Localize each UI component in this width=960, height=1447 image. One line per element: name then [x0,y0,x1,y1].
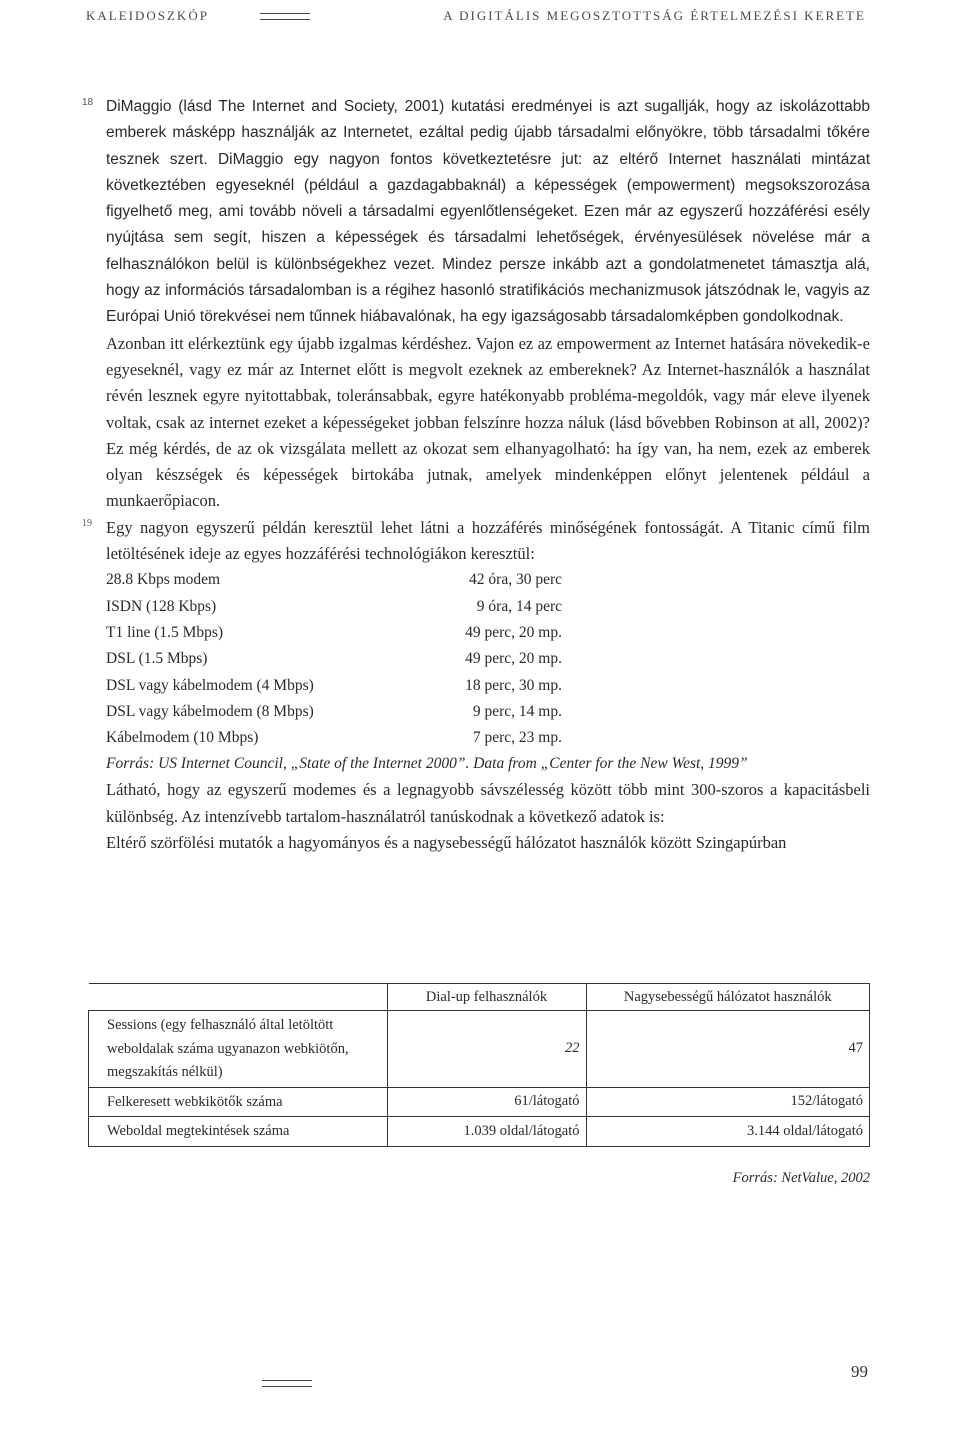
technology-label: DSL vagy kábelmodem (8 Mbps) [106,702,314,720]
download-time: 49 perc, 20 mp. [465,650,562,668]
footnote-number: 19 [82,517,92,529]
row-label: Weboldal megtekintések száma [89,1117,388,1147]
list-item [106,620,870,646]
list-item [106,567,870,593]
download-time-list [106,567,870,751]
footnote-19 [82,515,870,568]
dialup-value: 22 [387,1011,586,1088]
technology-label: Kábelmodem (10 Mbps) [106,729,259,747]
footnote-18 [82,94,870,331]
comparison-table [88,983,870,1147]
dialup-value: 61/látogató [387,1087,586,1117]
table-row [89,1011,870,1088]
broadband-value: 47 [586,1011,870,1088]
footnote-paragraph: Azonban itt elérkeztünk egy újabb izgalmas kérdéshez. Vajon ez az empowerment az Internet hatására növekedik-e egyeseknél, vagy ez már az Internet előtt is megvolt ezeknek az embereknek? Az Internet-használók a használat révén lesznek egyre nyitottabbak, toleránsabbak, egyre hatékonyabb probléma-megoldók, vagy már eleve ilyenek voltak, csak az internet ezeket a képességeket jobban felszínre hozza náluk (lásd bővebben Robinson at all, 2002)? Ez még kérdés, de az ok vizsgálata mellett az okozat sem elhanyagolható: ha így van, ha nem, ezek az emberek olyan készségek és képességek birtokába jutnak, amelyek mindenképpen előnyt jelentenek például a munkaerőpiacon. [106,333,870,511]
technology-label: ISDN (128 Kbps) [106,597,217,615]
table-title: Eltérő szörfölési mutatók a hagyományos és a nagysebességű hálózatot használók között Szingapúrban [106,833,787,853]
technology-label: 28.8 Kbps modem [106,571,221,589]
table-row [89,1117,870,1147]
column-header-broadband: Nagysebességű hálózatot használók [586,984,870,1011]
technology-label: T1 line (1.5 Mbps) [106,623,224,641]
article-title: A DIGITÁLIS MEGOSZTOTTSÁG ÉRTELMEZÉSI KERETE [443,8,866,23]
row-label: Felkeresett webkikötők száma [89,1087,388,1117]
list-item [106,673,870,699]
list-item [106,646,870,672]
table-row [89,1087,870,1117]
footnote-18-continuation [106,331,870,515]
footnote-paragraph: DiMaggio (lásd The Internet and Society, 2001) kutatási eredményei is azt sugallják, hogy az iskolázottabb emberek másképp használják az Internetet, ezáltal pedig újabb társadalmi előnyökre, több társadalmi tőkére tesznek szert. DiMaggio egy nagyon fontos következtetésre jut: az eltérő Internet használati mintázat következtében egyeseknél (például a gazdagabbaknál) a képességek (empowerment) megsokszorozása figyelhető meg, ami tovább növeli a társadalmi egyenlőtlenségeket. Ezen már az egyszerű hozzáférési esély nyújtása sem segít, hiszen a képességek és társadalmi lehetőségek, érvényesülések növelése már a felhasználókon belül is különbségekhez vezet. Mindez persze inkább azt a gondolatmenetet támasztja alá, hogy az információs társadalomban is a régihez hasonló stratifikációs mechanizmusok játszódnak le, vagyis az Európai Unió törekvései nem tűnnek hiábavalónak, ha egy igazságosabb társadalomképben gondolkodnak. [106,98,870,326]
table-header-row [89,984,870,1011]
table-corner [89,984,388,1011]
technology-label: DSL vagy kábelmodem (4 Mbps) [106,676,314,694]
table-source: Forrás: NetValue, 2002 [732,1170,870,1186]
running-header [86,8,866,28]
header-rule [260,13,310,20]
footnote-number: 18 [82,97,94,108]
download-time: 42 óra, 30 perc [469,571,562,589]
speed-source: Forrás: US Internet Council, „State of the Internet 2000”. Data from „Center for the New West, 1999” [106,755,748,773]
download-time: 49 perc, 20 mp. [465,623,562,641]
footer-rule [262,1380,312,1387]
conclusion-paragraph: Látható, hogy az egyszerű modemes és a legnagyobb sávszélesség között több mint 300-szoros a kapacitásbeli különbség. Az intenzívebb tartalom-használatról tanúskodnak a következő adatok is: [106,780,870,826]
broadband-value: 152/látogató [586,1087,870,1117]
row-label: Sessions (egy felhasználó által letöltött weboldalak száma ugyanazon webkiötőn, megszakítás nélkül) [89,1011,388,1088]
page-number: 99 [851,1362,868,1381]
download-time: 7 perc, 23 mp. [472,729,562,747]
download-time: 9 óra, 14 perc [476,597,562,615]
column-header-dialup: Dial-up felhasználók [387,984,586,1011]
dialup-value: 1.039 oldal/látogató [387,1117,586,1147]
broadband-value: 3.144 oldal/látogató [586,1117,870,1147]
list-item [106,725,870,751]
download-time: 9 perc, 14 mp. [472,702,562,720]
download-time: 18 perc, 30 mp. [465,676,562,694]
footnote-paragraph: Egy nagyon egyszerű példán keresztül lehet látni a hozzáférés minőségének fontosságát. A Titanic című film letöltésének ideje az egyes hozzáférési technológiákon keresztül: [106,517,870,564]
technology-label: DSL (1.5 Mbps) [106,650,208,668]
list-item [106,594,870,620]
section-name: KALEIDOSZKÓP [86,8,209,23]
list-item [106,699,870,725]
page-content [82,94,870,856]
